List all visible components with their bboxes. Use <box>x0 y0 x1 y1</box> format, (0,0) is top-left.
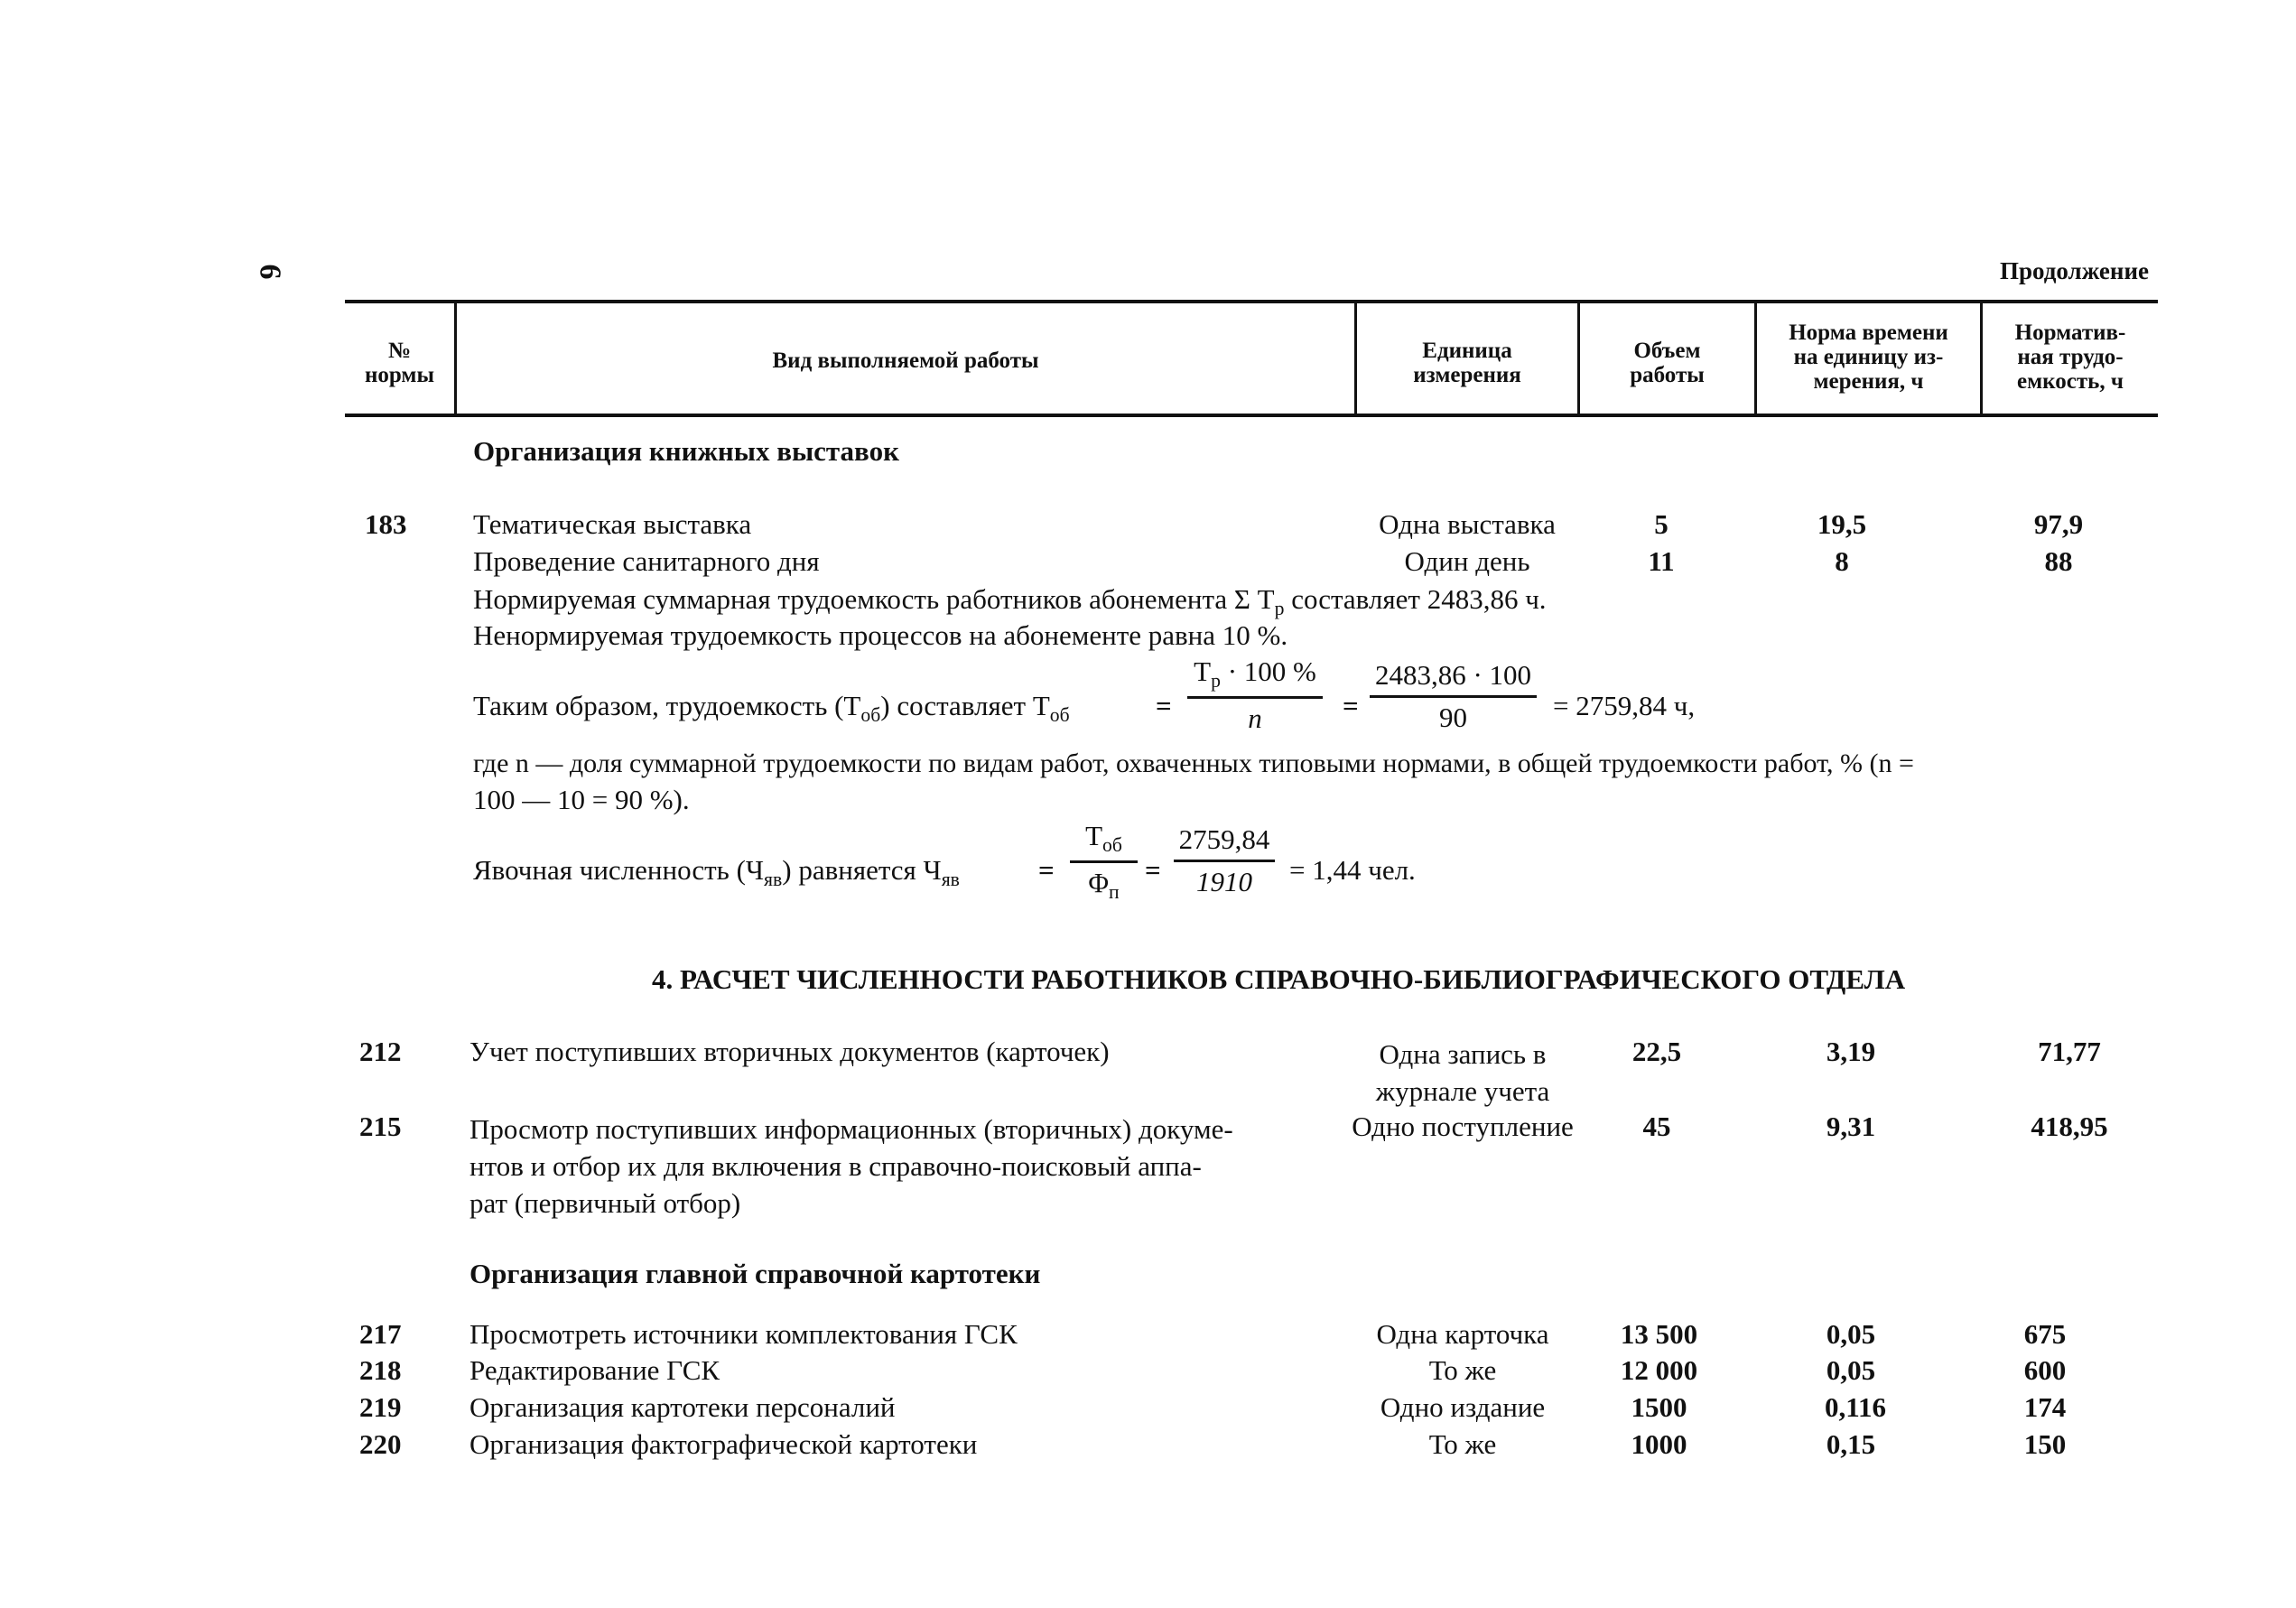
fraction-bar <box>1174 860 1275 862</box>
denominator: 90 <box>1439 702 1467 733</box>
header-norm-no: № нормы <box>365 339 434 387</box>
continued-label: Продолжение <box>2000 257 2149 284</box>
row-volume: 22,5 <box>1631 1036 1682 1067</box>
section-4-title: 4. РАСЧЕТ ЧИСЛЕННОСТИ РАБОТНИКОВ СПРАВОЧНО-БИБЛИОГРАФИЧЕСКОГО ОТДЕЛА <box>652 963 1906 995</box>
row-volume: 12 000 <box>1620 1354 1698 1386</box>
row-time: 0,116 <box>1824 1391 1887 1423</box>
formula-result: = 1,44 чел. <box>1289 854 1416 886</box>
header-bottom-rule <box>345 414 2158 417</box>
fraction-bar <box>1187 696 1323 699</box>
fraction-2 <box>1174 823 1275 898</box>
row-labor: 174 <box>2023 1391 2067 1423</box>
header-volume: Объем работы <box>1630 339 1705 387</box>
calc-line-unnormed: Ненормируемая трудоемкость процессов на абонементе равна 10 %. <box>473 619 1288 651</box>
section-title-catalog: Организация главной справочной картотеки <box>469 1258 1041 1289</box>
equals-sign: = <box>1156 690 1172 721</box>
row-time: 19,5 <box>1817 508 1867 540</box>
row-norm: 212 <box>359 1036 402 1067</box>
row-unit: Одно издание <box>1380 1391 1546 1423</box>
row-labor: 71,77 <box>2038 1036 2101 1067</box>
row-unit: Одно поступление <box>1352 1111 1574 1142</box>
formula-lead: Таким образом, трудоемкость $(T_{об})$ составляет $T_{об}$ <box>473 690 1070 727</box>
row-volume: 1500 <box>1631 1391 1687 1423</box>
row-labor: 418,95 <box>2031 1111 2108 1142</box>
row-unit: Одна запись в журнале учета <box>1375 1038 1550 1107</box>
row-labor: 97,9 <box>2033 508 2084 540</box>
header-top-rule <box>345 300 2158 303</box>
denominator: $\Phi_п$ <box>1088 867 1120 904</box>
row-labor: 150 <box>2023 1428 2067 1460</box>
row-time: 3,19 <box>1826 1036 1876 1067</box>
row-time: 9,31 <box>1826 1111 1876 1142</box>
numerator: 2759,84 <box>1178 823 1270 855</box>
row-time: 8 <box>1835 545 1849 577</box>
row-work: Тематическая выставка <box>473 508 752 540</box>
fraction-bar <box>1370 695 1537 698</box>
page-number: 6 <box>253 264 287 280</box>
fraction-bar <box>1070 860 1138 863</box>
numerator: $T_{об}$ <box>1085 820 1122 857</box>
calc-line-normed: Нормируемая суммарная трудоемкость работников абонемента Σ $T_р$ составляет 2483,86 ч. <box>473 583 1547 620</box>
row-norm: 183 <box>365 508 407 540</box>
numerator: 2483,86 · 100 <box>1374 659 1532 691</box>
row-work: Проведение санитарного дня <box>473 545 820 577</box>
header-time-norm: Норма времени на единицу из- мерения, ч <box>1789 321 1948 394</box>
fraction-1 <box>1187 655 1323 735</box>
row-volume: 13 500 <box>1620 1318 1698 1350</box>
equals-sign: = <box>1343 690 1359 721</box>
row-unit: Одна карточка <box>1376 1318 1549 1350</box>
row-time: 0,15 <box>1826 1428 1876 1460</box>
fraction-1 <box>1070 820 1138 904</box>
header-labor: Норматив- ная трудо- емкость, ч <box>2014 321 2126 394</box>
numerator: $T_р \cdot 100$ % <box>1194 655 1316 692</box>
row-norm: 219 <box>359 1391 402 1423</box>
row-volume: 1000 <box>1631 1428 1687 1460</box>
equals-sign: = <box>1038 854 1055 886</box>
where-line-1: где n — доля суммарной трудоемкости по видам работ, охваченных типовыми нормами, в общей трудоемкости работ, % (n = <box>473 748 1914 778</box>
row-unit: То же <box>1428 1354 1497 1386</box>
row-norm: 218 <box>359 1354 402 1386</box>
header-unit: Единица измерения <box>1413 339 1521 387</box>
where-line-2: 100 — 10 = 90 %). <box>473 784 690 815</box>
row-work: Просмотреть источники комплектования ГСК <box>469 1318 1018 1350</box>
row-labor: 675 <box>2023 1318 2067 1350</box>
fraction-2 <box>1370 659 1537 734</box>
row-norm: 215 <box>359 1111 402 1142</box>
row-labor: 88 <box>2044 545 2073 577</box>
row-volume: 11 <box>1648 545 1675 577</box>
section-title-exhibitions: Организация книжных выставок <box>473 435 899 467</box>
row-time: 0,05 <box>1826 1318 1876 1350</box>
denominator: n <box>1248 702 1262 735</box>
row-work: Редактирование ГСК <box>469 1354 720 1386</box>
equals-sign: = <box>1145 854 1161 886</box>
row-work: Организация картотеки персоналий <box>469 1391 896 1423</box>
row-unit: Один день <box>1404 545 1530 577</box>
row-unit: То же <box>1428 1428 1497 1460</box>
row-work: Организация фактографической картотеки <box>469 1428 978 1460</box>
row-norm: 217 <box>359 1318 402 1350</box>
formula-result: = 2759,84 ч, <box>1553 690 1696 721</box>
row-volume: 5 <box>1654 508 1669 540</box>
formula-lead: Явочная численность $(Ч_{яв})$ равняется $Ч_{яв}$ <box>473 854 960 891</box>
row-volume: 45 <box>1642 1111 1671 1142</box>
denominator: 1910 <box>1196 866 1252 897</box>
row-time: 0,05 <box>1826 1354 1876 1386</box>
row-work: Учет поступивших вторичных документов (карточек) <box>469 1036 1110 1067</box>
row-labor: 600 <box>2023 1354 2067 1386</box>
row-unit: Одна выставка <box>1379 508 1556 540</box>
row-work: Просмотр поступивших информационных (вторичных) докуме- нтов и отбор их для включения в справочно-поисковый аппа- рат (первичный отбор) <box>469 1113 1233 1219</box>
row-norm: 220 <box>359 1428 402 1460</box>
header-work-type: Вид выполняемой работы <box>772 349 1039 373</box>
